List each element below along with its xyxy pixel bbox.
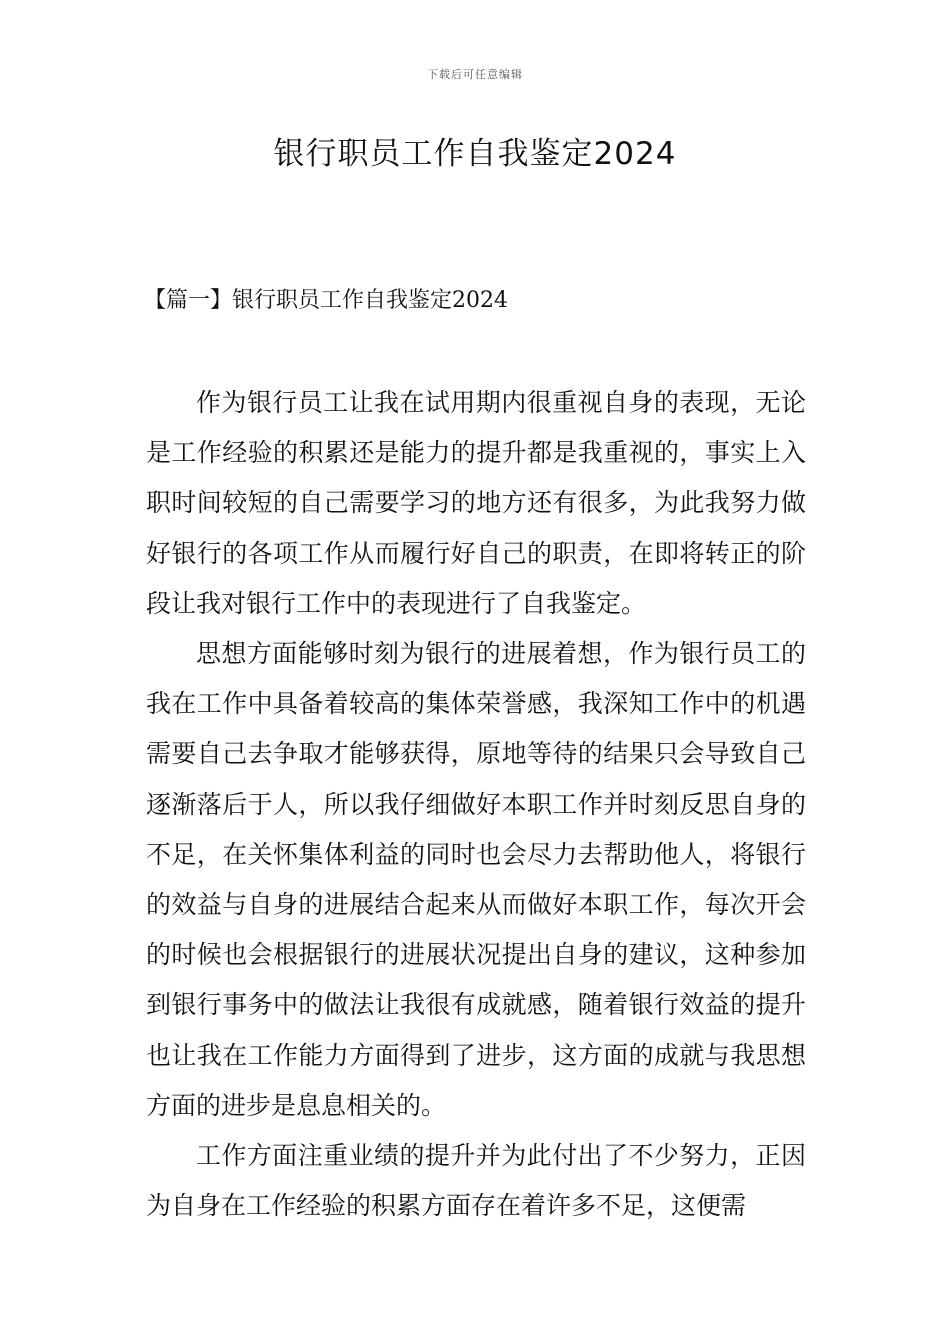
body-text: [146, 378, 806, 1231]
paragraph-3: 工作方面注重业绩的提升并为此付出了不少努力，正因为自身在工作经验的积累方面存在着许多不足，这便需: [146, 1141, 806, 1221]
paragraph-1: 作为银行员工让我在试用期内很重视自身的表现，无论是工作经验的积累还是能力的提升都是我重视的，事实上入职时间较短的自己需要学习的地方还有很多，为此我努力做好银行的各项工作从而履行好自己的职责，在即将转正的阶段让我对银行工作中的表现进行了自我鉴定。: [146, 388, 806, 618]
paragraph-2: 思想方面能够时刻为银行的进展着想，作为银行员工的我在工作中具备着较高的集体荣誉感，我深知工作中的机遇需要自己去争取才能够获得，原地等待的结果只会导致自己逐渐落后于人，所以我仔细做好本职工作并时刻反思自身的不足，在关怀集体利益的同时也会尽力去帮助他人，将银行的效益与自身的进展结合起来从而做好本职工作，每次开会的时候也会根据银行的进展状况提出自身的建议，这种参加到银行事务中的做法让我很有成就感，随着银行效益的提升也让我在工作能力方面得到了进步，这方面的成就与我思想方面的进步是息息相关的。: [146, 639, 806, 1120]
document-title: 银行职员工作自我鉴定2024: [273, 136, 677, 172]
section-heading: 【篇一】银行职员工作自我鉴定2024: [144, 288, 508, 313]
header-note: 下载后可任意编辑: [427, 68, 523, 81]
